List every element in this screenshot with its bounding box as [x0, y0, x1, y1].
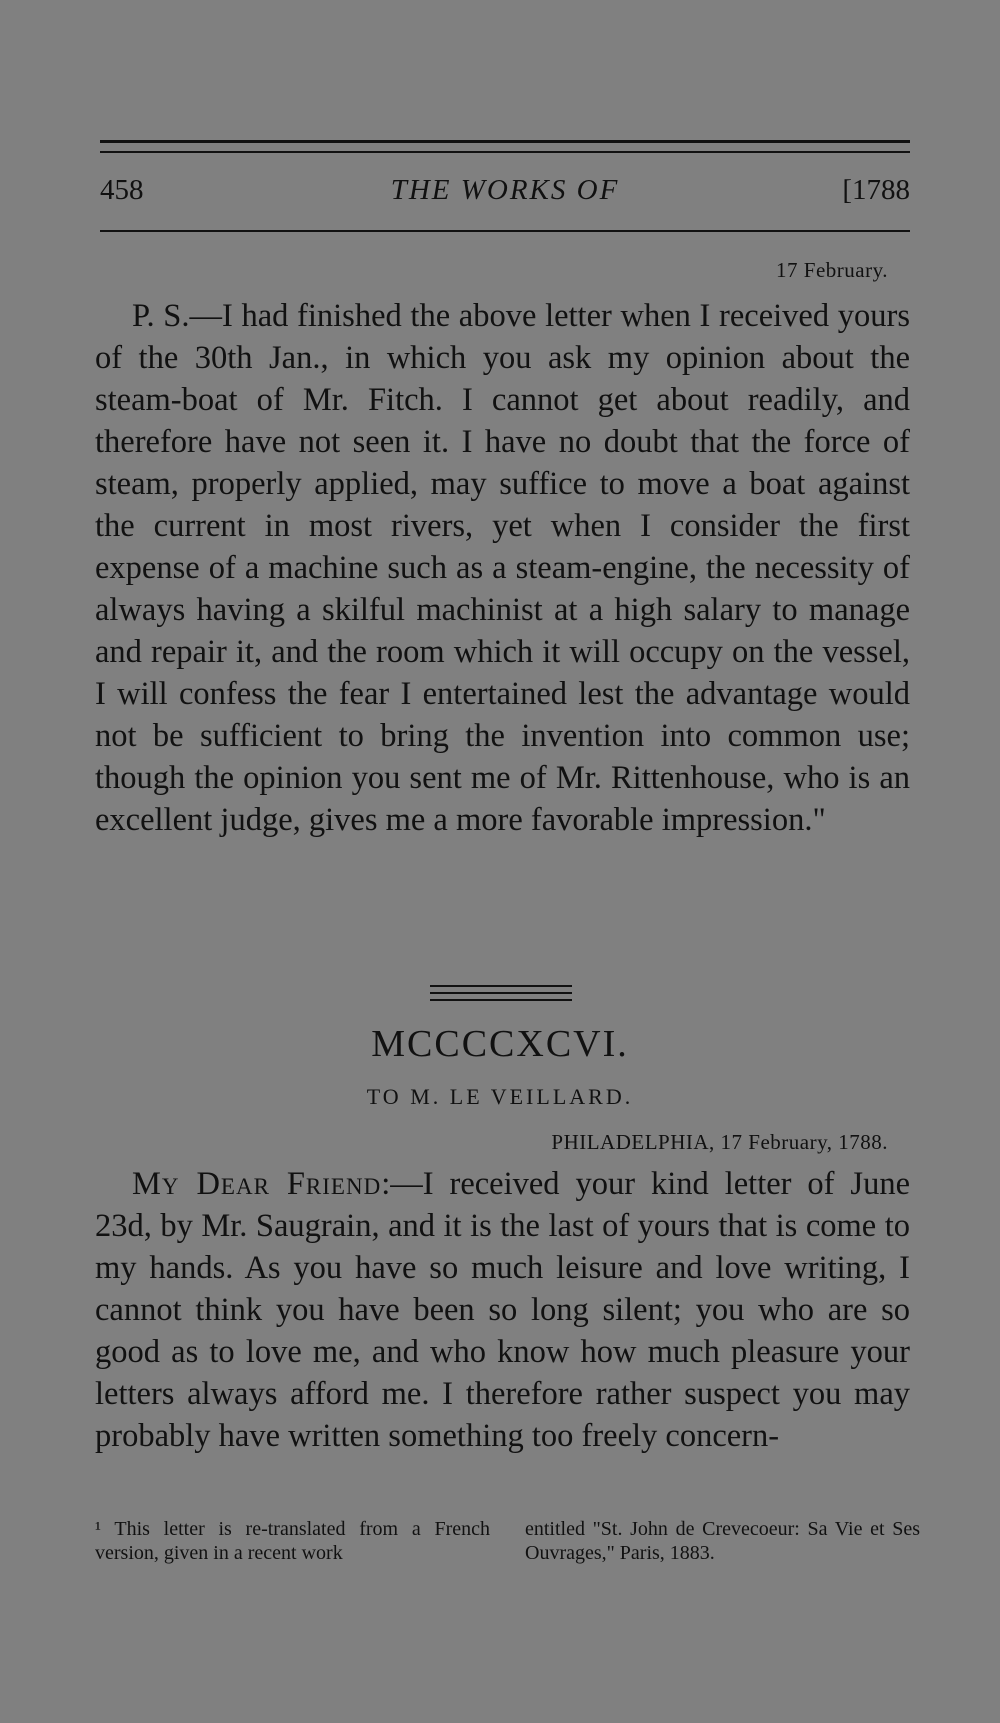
postscript-date: 17 February. [776, 258, 888, 282]
top-rule [100, 140, 910, 143]
letter-body-text: :—I received your kind letter of June 23d, by Mr. Saugrain, and it is the last of yours that is come to my hands. As you have so much leisure and love writing, I cannot think you have been so long silent; you who are so good as to love me, and who know how much pleasure your letters always afford me. I therefore rather suspect you may probably have written something too freely concern- [95, 1166, 910, 1454]
footnote-right-column: entitled "St. John de Crevecoeur: Sa Vie et Ses Ouvrages," Paris, 1883. [525, 1518, 920, 1564]
letter-dateline: PHILADELPHIA, 17 February, 1788. [551, 1130, 888, 1154]
salutation: My Dear Friend [132, 1166, 382, 1202]
header-rule [100, 230, 910, 232]
running-header [100, 174, 910, 214]
footnote-left-column: ¹ This letter is re-translated from a French version, given in a recent work [95, 1518, 490, 1564]
letter-recipient: TO M. LE VEILLARD. [366, 1084, 634, 1109]
header-year: [1788 [842, 174, 910, 206]
running-title: THE WORKS OF [390, 174, 620, 206]
page-number: 458 [100, 174, 144, 206]
letter-number: MCCCCXCVI. [371, 1023, 629, 1065]
section-divider [430, 985, 572, 1001]
postscript-paragraph: P. S.—I had finished the above letter when I received yours of the 30th Jan., in which you ask my opinion about the steam-boat of Mr. Fitch. I cannot get about readily, and therefore have not seen it. I have no doubt that the force of steam, properly applied, may suffice to move a boat against the current in most rivers, yet when I consider the first expense of a machine such as a steam-engine, the necessity of always having a skilful machinist at a high salary to manage and repair it, and the room which it will occupy on the vessel, I will confess the fear I entertained lest the advantage would not be sufficient to bring the invention into common use; though the opinion you sent me of Mr. Rittenhouse, who is an excellent judge, gives me a more favorable impression." [95, 298, 910, 838]
top-rule-thin [100, 151, 910, 153]
letter-paragraph [95, 1163, 910, 1457]
